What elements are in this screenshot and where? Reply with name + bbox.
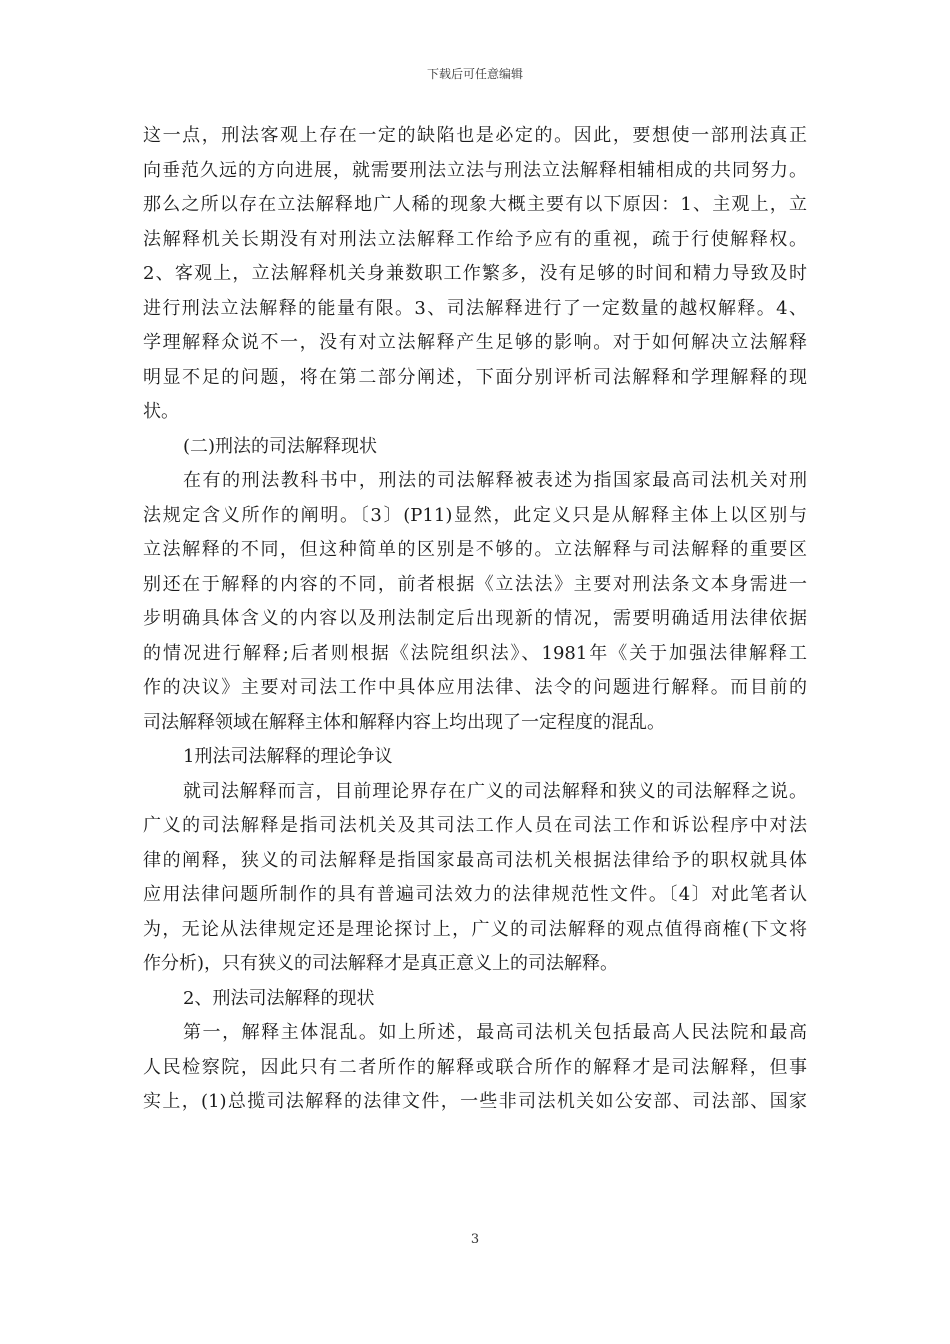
text-line: 在有的刑法教科书中，刑法的司法解释被表述为指国家最高司法机关对刑 — [183, 470, 807, 491]
text-line: 为，无论从法律规定还是理论探讨上，广义的司法解释的观点值得商榷(下文将 — [143, 918, 807, 940]
text-line: 2、刑法司法解释的现状 — [183, 987, 375, 1009]
text-line: 进行刑法立法解释的能量有限。3、司法解释进行了一定数量的越权解释。4、 — [143, 297, 807, 319]
text-line: 律的阐释，狭义的司法解释是指国家最高司法机关根据法律给予的职权就具体 — [143, 849, 807, 871]
text-line: 人民检察院，因此只有二者所作的解释或联合所作的解释才是司法解释，但事 — [143, 1056, 807, 1078]
text-line: 法规定含义所作的阐明。〔3〕(P11)显然，此定义只是从解释主体上以区别与 — [143, 504, 807, 526]
text-line: 那么之所以存在立法解释地广人稀的现象大概主要有以下原因：1、主观上，立 — [143, 194, 807, 215]
text-line: 法解释机关长期没有对刑法立法解释工作给予应有的重视，疏于行使解释权。 — [143, 228, 807, 250]
text-line: 作分析)，只有狭义的司法解释才是真正意义上的司法解释。 — [143, 953, 619, 974]
text-line: 应用法律问题所制作的具有普遍司法效力的法律规范性文件。〔4〕对此笔者认 — [143, 884, 807, 905]
text-line: 的情况进行解释;后者则根据《法院组织法》、1981年《关于加强法律解释工 — [143, 642, 807, 664]
text-line: 向垂范久远的方向进展，就需要刑法立法与刑法立法解释相辅相成的共同努力。 — [143, 159, 807, 181]
text-line: 明显不足的问题，将在第二部分阐述，下面分别评析司法解释和学理解释的现 — [143, 366, 807, 388]
text-line: 学理解释众说不一，没有对立法解释产生足够的影响。对于如何解决立法解释 — [143, 332, 807, 353]
text-line: 步明确具体含义的内容以及刑法制定后出现新的情况，需要明确适用法律依据 — [143, 608, 807, 629]
page-number: 3 — [470, 1232, 480, 1247]
text-line: 就司法解释而言，目前理论界存在广义的司法解释和狭义的司法解释之说。 — [183, 780, 807, 802]
text-line: 实上，(1)总揽司法解释的法律文件，一些非司法机关如公安部、司法部、国家 — [143, 1091, 807, 1112]
text-line: 1刑法司法解释的理论争议 — [183, 746, 393, 767]
text-line: 广义的司法解释是指司法机关及其司法工作人员在司法工作和诉讼程序中对法 — [143, 815, 807, 836]
text-line: 状。 — [143, 401, 179, 422]
text-line: 别还在于解释的内容的不同，前者根据《立法法》主要对刑法条文本身需进一 — [143, 573, 807, 595]
page-header: 下载后可任意编辑 — [426, 67, 523, 81]
text-line: (二)刑法的司法解释现状 — [183, 435, 378, 457]
text-line: 2、客观上，立法解释机关身兼数职工作繁多，没有足够的时间和精力导致及时 — [143, 263, 807, 284]
document-body — [143, 119, 807, 1120]
text-line: 立法解释的不同，但这种简单的区别是不够的。立法解释与司法解释的重要区 — [143, 539, 807, 560]
text-line: 司法解释领域在解释主体和解释内容上均出现了一定程度的混乱。 — [143, 711, 665, 733]
text-line: 第一，解释主体混乱。如上所述，最高司法机关包括最高人民法院和最高 — [183, 1022, 807, 1043]
text-line: 这一点，刑法客观上存在一定的缺陷也是必定的。因此，要想使一部刑法真正 — [143, 125, 807, 146]
text-line: 作的决议》主要对司法工作中具体应用法律、法令的问题进行解释。而目前的 — [143, 677, 807, 698]
